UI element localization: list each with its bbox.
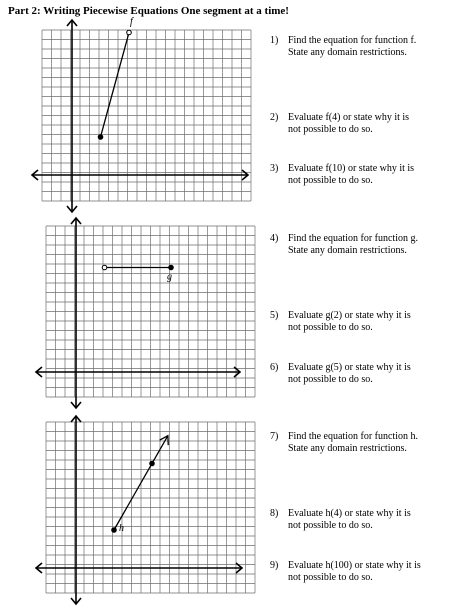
question-number: 8) <box>270 508 279 519</box>
question-line: not possible to do so. <box>288 572 373 583</box>
function-g <box>102 265 173 282</box>
function-line <box>101 33 130 138</box>
graph-g <box>0 216 260 412</box>
function-label: h <box>119 523 124 534</box>
question-number: 7) <box>270 431 279 442</box>
question-text <box>288 112 465 136</box>
function-f <box>98 17 134 140</box>
question-line: Find the equation for function g. <box>288 233 418 244</box>
graph-f <box>0 18 260 216</box>
question-text <box>288 233 465 257</box>
question-line: Evaluate f(4) or state why it is <box>288 112 410 123</box>
question-line: Evaluate h(100) or state why it is <box>288 560 421 571</box>
closed-endpoint <box>150 461 155 466</box>
question-line: State any domain restrictions. <box>288 443 407 454</box>
function-label: g <box>167 271 172 283</box>
function-label: f <box>130 16 133 28</box>
question-text <box>288 431 465 455</box>
question-line: not possible to do so. <box>288 175 373 186</box>
graph-h <box>0 414 260 608</box>
question-line: not possible to do so. <box>288 374 373 385</box>
closed-endpoint <box>169 265 174 270</box>
question-number: 4) <box>270 233 279 244</box>
closed-endpoint <box>98 135 103 140</box>
question-number: 1) <box>270 35 279 46</box>
open-endpoint <box>127 30 132 35</box>
question-line: Evaluate h(4) or state why it is <box>288 508 411 519</box>
question-number: 2) <box>270 112 279 123</box>
question-number: 5) <box>270 310 279 321</box>
question-line: Find the equation for function f. <box>288 35 417 46</box>
axes <box>36 218 240 408</box>
question-line: not possible to do so. <box>288 520 373 531</box>
question-line: not possible to do so. <box>288 124 373 135</box>
closed-endpoint <box>112 528 117 533</box>
question-text <box>288 310 465 334</box>
question-line: State any domain restrictions. <box>288 245 407 256</box>
question-number: 9) <box>270 560 279 571</box>
question-text <box>288 362 465 386</box>
question-line: not possible to do so. <box>288 322 373 333</box>
question-text <box>288 560 465 584</box>
question-line: Evaluate f(10) or state why it is <box>288 163 415 174</box>
question-line: Evaluate g(5) or state why it is <box>288 362 411 373</box>
question-line: Evaluate g(2) or state why it is <box>288 310 411 321</box>
open-endpoint <box>102 265 107 270</box>
question-line: State any domain restrictions. <box>288 47 407 58</box>
axes <box>36 416 242 604</box>
question-number: 6) <box>270 362 279 373</box>
question-number: 3) <box>270 163 279 174</box>
question-text <box>288 35 465 59</box>
question-line: Find the equation for function h. <box>288 431 418 442</box>
question-list <box>270 0 465 614</box>
page-title: Part 2: Writing Piecewise Equations One segment at a time! <box>8 5 289 17</box>
question-text <box>288 163 465 187</box>
question-text <box>288 508 465 532</box>
